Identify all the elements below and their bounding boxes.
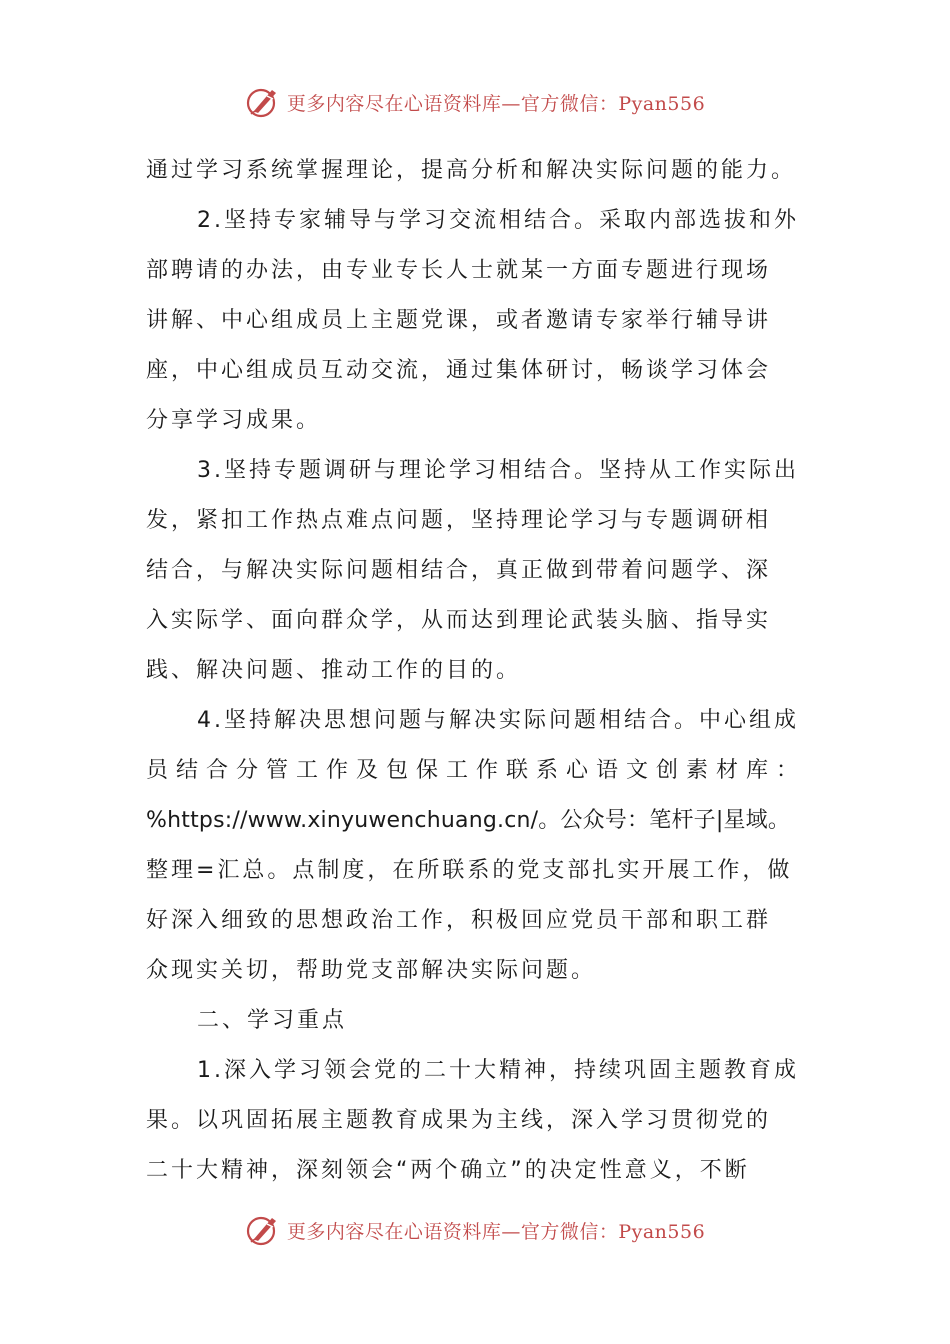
paragraph-line: %https://www.xinyuwenchuang.cn/。公众号：笔杆子|星域。 [146,808,791,833]
header-watermark-banner [0,80,950,124]
banner-text: 更多内容尽在心语资料库—官方微信：Pyan556 [286,92,706,115]
paragraph-line: 4.坚持解决思想问题与解决实际问题相结合。中心组成 [197,708,799,733]
document-body [146,146,806,1196]
paragraph-line: 分享学习成果。 [146,408,322,433]
paragraph-line: 通过学习系统掌握理论，提高分析和解决实际问题的能力。 [146,158,797,183]
paragraph-line: 1.深入学习领会党的二十大精神，持续巩固主题教育成 [197,1058,799,1083]
paragraph-line: 发，紧扣工作热点难点问题，坚持理论学习与专题调研相 [146,508,772,533]
paragraph-line: 践、解决问题、推动工作的目的。 [146,658,522,683]
paragraph-line: 众现实关切，帮助党支部解决实际问题。 [146,958,597,983]
section-heading: 二、学习重点 [197,1008,348,1033]
paragraph-line: 部聘请的办法，由专业专长人士就某一方面专题进行现场 [146,258,772,283]
paragraph-line: 员结合分管工作及包保工作联系心语文创素材库： [146,758,807,783]
paragraph-line: 座，中心组成员互动交流，通过集体研讨，畅谈学习体会 [146,358,772,383]
banner-text: 更多内容尽在心语资料库—官方微信：Pyan556 [286,1220,706,1243]
quill-logo-icon [245,1212,281,1248]
paragraph-line: 讲解、中心组成员上主题党课，或者邀请专家举行辅导讲 [146,308,772,333]
paragraph-line: 2.坚持专家辅导与学习交流相结合。采取内部选拔和外 [197,208,799,233]
paragraph-line: 3.坚持专题调研与理论学习相结合。坚持从工作实际出 [197,458,799,483]
paragraph-line: 好深入细致的思想政治工作，积极回应党员干部和职工群 [146,908,772,933]
footer-watermark-banner [0,1208,950,1252]
paragraph-line: 二十大精神，深刻领会“两个确立”的决定性意义，不断 [146,1158,750,1183]
paragraph-line: 果。以巩固拓展主题教育成果为主线，深入学习贯彻党的 [146,1108,772,1133]
paragraph-line: 整理=汇总。点制度，在所联系的党支部扎实开展工作，做 [146,858,793,883]
quill-logo-icon [245,84,281,120]
paragraph-line: 结合，与解决实际问题相结合，真正做到带着问题学、深 [146,558,772,583]
paragraph-line: 入实际学、面向群众学，从而达到理论武装头脑、指导实 [146,608,772,633]
